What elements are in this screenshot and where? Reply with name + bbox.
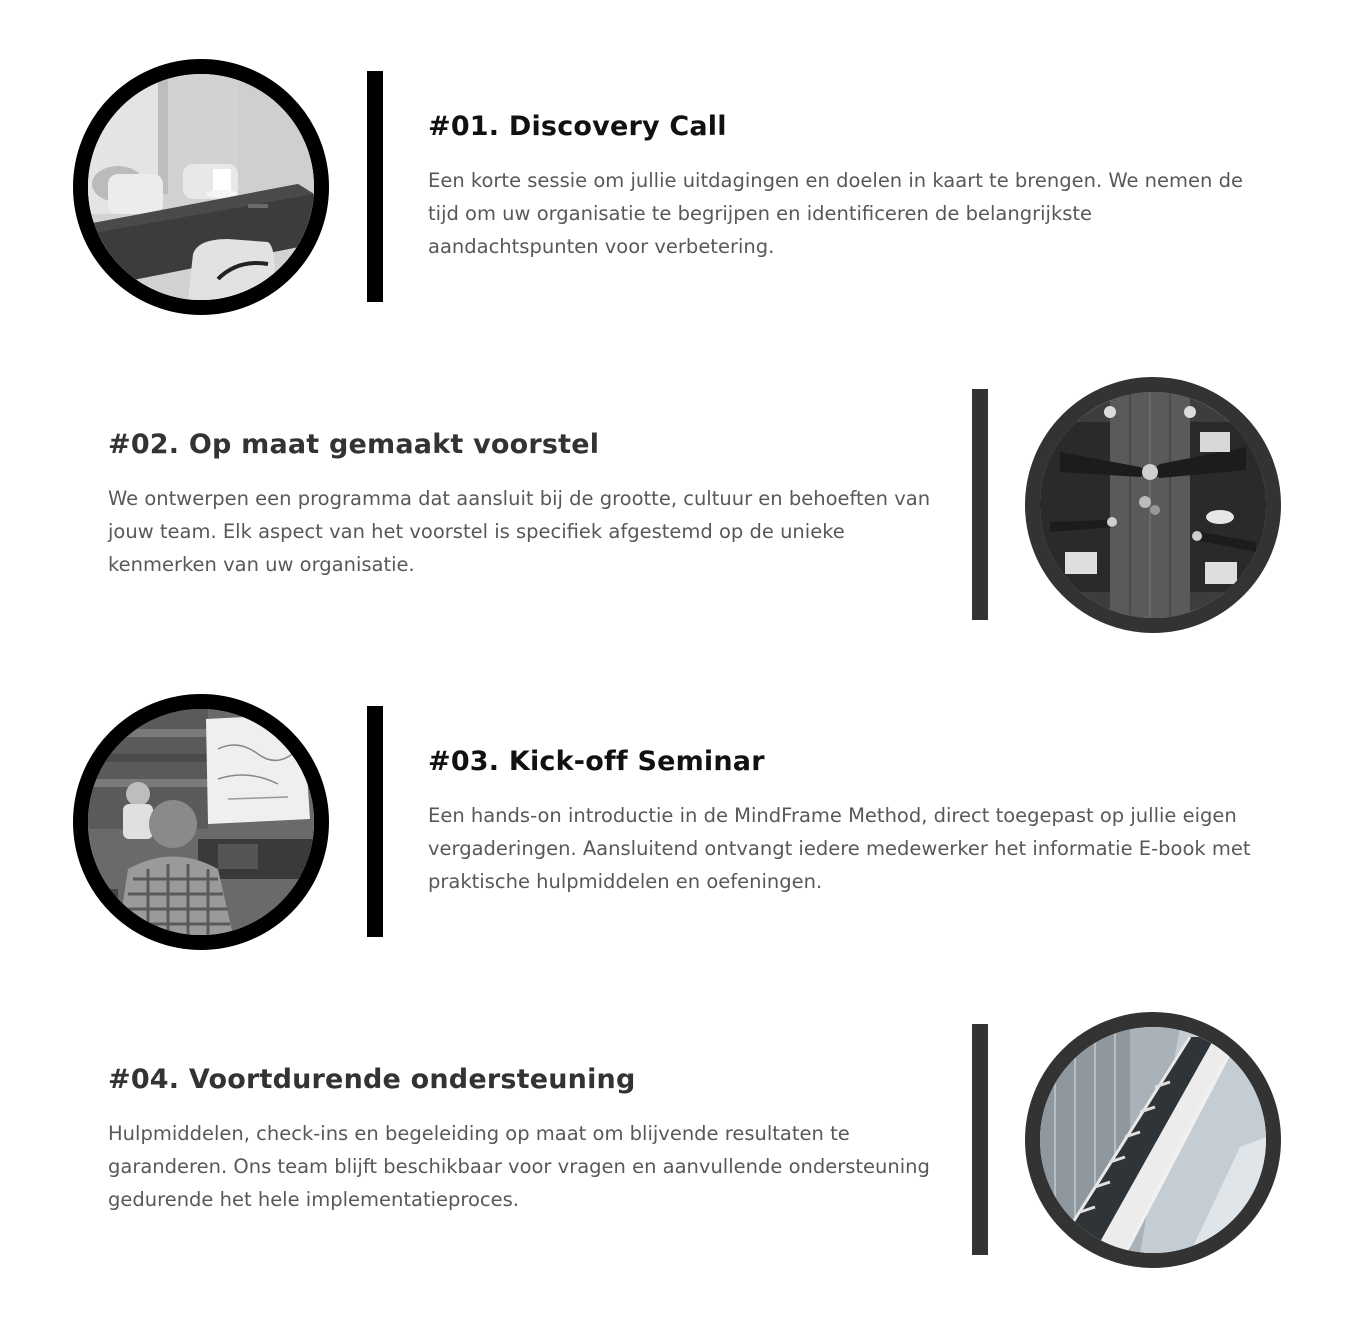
- step-title: #03. Kick-off Seminar: [428, 746, 765, 777]
- divider-bar: [972, 389, 988, 620]
- step-title: #02. Op maat gemaakt voorstel: [108, 429, 600, 460]
- step-title: #04. Voortdurende ondersteuning: [108, 1064, 636, 1095]
- divider-bar: [972, 1024, 988, 1255]
- seminar-whiteboard-photo: [73, 694, 329, 950]
- step-description: We ontwerpen een programma dat aansluit bij de grootte, cultuur en behoeften van jouw team. Elk aspect van het voorstel is specifiek afgestemd op de unieke kenmerken van uw organisatie.: [108, 487, 931, 576]
- step-description: Hulpmiddelen, check-ins en begeleiding op maat om blijvende resultaten te garanderen. Ons team blijft beschikbaar voor vragen en aanvullende ondersteuning gedurende het hele implementatieproces.: [108, 1122, 930, 1211]
- step-voortdurende-ondersteuning: [0, 1012, 1353, 1272]
- escalator-building-photo: [1025, 1012, 1281, 1268]
- step-description: Een korte sessie om jullie uitdagingen en doelen in kaart te brengen. We nemen de tijd om uw organisatie te begrijpen en identificeren de belangrijkste aandachtspunten voor verbetering.: [428, 169, 1243, 258]
- step-title: #01. Discovery Call: [428, 111, 727, 142]
- handshake-table-photo: [1025, 377, 1281, 633]
- meeting-room-photo: [73, 59, 329, 315]
- divider-bar: [367, 71, 383, 302]
- step-kick-off-seminar: [0, 694, 1353, 954]
- divider-bar: [367, 706, 383, 937]
- step-op-maat-voorstel: [0, 377, 1353, 637]
- step-discovery-call: [0, 59, 1353, 319]
- step-description: Een hands-on introductie in de MindFrame Method, direct toegepast op jullie eigen vergaderingen. Aansluitend ontvangt iedere medewerker het informatie E-book met praktische hulpmiddelen en oefeningen.: [428, 804, 1251, 893]
